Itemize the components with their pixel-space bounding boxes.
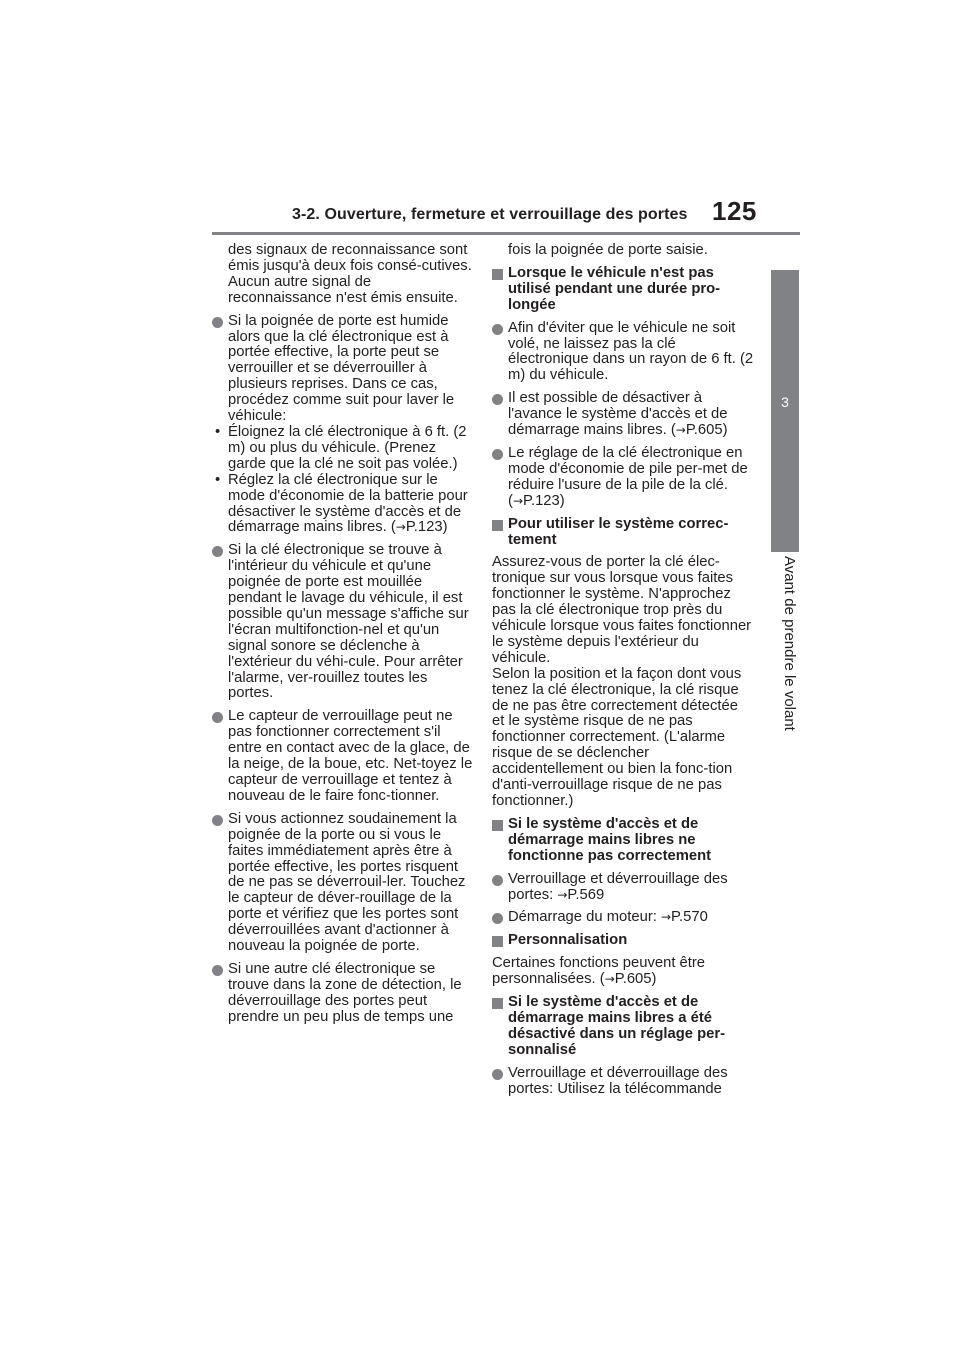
bullet-text: Démarrage du moteur: <box>508 909 661 926</box>
page-reference-link[interactable]: P.605) <box>614 971 657 988</box>
bullet-dot-icon <box>492 1069 503 1080</box>
page-reference-link[interactable]: P.605) <box>685 422 728 439</box>
bullet-dot-icon <box>492 324 503 335</box>
bullet-text: Si la clé électronique se trouve à l'intérieur du véhicule et qu'une poignée de porte est mouillée pendant le lavage du véhicule, il est possible qu'un message s'affiche sur l'écran multifonction-nel et qu'un signal sonore se déclenche à l'extérieur du véhi-cule. Pour arrêter l'alarme, ver-rouillez toutes les portes. <box>228 542 469 702</box>
body-text: Certaines fonctions peuvent être personnalisées. ( <box>492 955 706 988</box>
page-number: 125 <box>712 196 757 226</box>
bullet-text: Si vous actionnez soudainement la poignée de la porte ou si vous le faites immédiatement après être à portée effective, les portes risquent de ne pas se déverrouil-ler. Touchez le capteur de déver-rouillage de la porte et vérifiez que les portes sont déverrouillées avant d'actionner à nouveau la poignée de porte. <box>228 810 466 955</box>
bullet-item <box>492 1066 754 1098</box>
heading-square-icon <box>492 820 503 831</box>
heading-square-icon <box>492 998 503 1009</box>
bullet-item <box>492 446 754 510</box>
header-rule <box>212 232 800 235</box>
heading-text: Si le système d'accès et de démarrage mains libres a été désactivé dans un réglage per-sonnalisé <box>508 994 726 1058</box>
bullet-item <box>212 812 474 955</box>
bullet-item <box>492 872 754 904</box>
heading-square-icon <box>492 936 503 947</box>
bullet-dot-icon <box>492 875 503 886</box>
chapter-tab[interactable] <box>771 270 799 552</box>
bullet-item <box>492 910 754 926</box>
page-reference-link[interactable]: P.570 <box>671 909 708 926</box>
section-heading <box>492 933 754 949</box>
chapter-number: 3 <box>781 394 789 410</box>
sub-bullet-item <box>212 425 474 473</box>
bullet-dot-icon <box>212 317 223 328</box>
bullet-text: Si la poignée de porte est humide alors que la clé électronique est à portée effective, la porte peut se verrouiller et se déverrouiller à plusieurs reprises. Dans ce cas, procédez comme suit pour laver le véhicule: <box>228 312 455 425</box>
bullet-dot-icon <box>492 394 503 405</box>
section-heading <box>492 266 754 314</box>
left-column <box>212 243 474 1033</box>
sub-bullet-text: Éloignez la clé électronique à 6 ft. (2 m) ou plus du véhicule. (Prenez garde que la clé ne soit pas volée.) <box>228 423 467 472</box>
page-reference-link[interactable]: P.123) <box>523 492 565 509</box>
chapter-label-text: Avant de prendre le volant <box>781 556 798 731</box>
bullet-dot-icon <box>212 815 223 826</box>
arrow-icon: → <box>512 493 523 508</box>
bullet-dot-icon <box>492 913 503 924</box>
sub-bullet-icon: • <box>215 471 221 488</box>
bullet-item <box>212 962 474 1026</box>
bullet-text: Si une autre clé électronique se trouve dans la zone de détection, le déverrouillage des portes peut prendre un peu plus de temps une <box>228 960 462 1025</box>
arrow-icon: → <box>604 972 615 987</box>
bullet-dot-icon <box>212 712 223 723</box>
bullet-text: Verrouillage et déverrouillage des portes: <box>508 870 728 903</box>
bullet-dot-icon <box>492 449 503 460</box>
sub-bullet-text: Réglez la clé électronique sur le mode d'économie de la batterie pour désactiver le système d'accès et de démarrage mains libres. ( <box>228 471 468 536</box>
bullet-text: Verrouillage et déverrouillage des portes: Utilisez la télécommande <box>508 1064 728 1097</box>
heading-square-icon <box>492 269 503 280</box>
heading-square-icon <box>492 520 503 531</box>
bullet-text: Le capteur de verrouillage peut ne pas fonctionner correctement s'il entre en contact avec de la glace, de la neige, de la boue, etc. Net-toyez le capteur de verrouillage et tentez à nouveau de le faire fonc-tionner. <box>228 708 473 804</box>
bullet-item <box>212 709 474 804</box>
sub-bullet-icon: • <box>215 423 221 440</box>
body-paragraph <box>492 555 754 810</box>
right-column <box>492 243 754 1105</box>
arrow-icon: → <box>395 520 406 535</box>
chapter-label <box>780 556 802 766</box>
body-text: Assurez-vous de porter la clé élec-tronique sur vous lorsque vous faites fonctionner le système. N'approchez pas la clé électronique trop près du véhicule lorsque vous faites fonctionner le système depuis l'extérieur du véhicule. <box>492 554 752 666</box>
heading-text: Si le système d'accès et de démarrage mains libres ne fonctionne pas correctement <box>508 815 712 864</box>
bullet-item <box>212 314 474 537</box>
bullet-dot-icon <box>212 546 223 557</box>
sub-bullet-item <box>212 473 474 537</box>
body-paragraph <box>492 956 754 988</box>
bullet-item <box>492 321 754 385</box>
bullet-text: Afin d'éviter que le véhicule ne soit volé, ne laissez pas la clé électronique dans un rayon de 6 ft. (2 m) du véhicule. <box>508 319 754 384</box>
section-heading <box>492 817 754 865</box>
bullet-text: Il est possible de désactiver à l'avance le système d'accès et de démarrage mains libres. ( <box>508 390 728 439</box>
section-heading <box>492 995 754 1059</box>
page-reference-link[interactable]: P.123) <box>405 519 448 536</box>
arrow-icon: → <box>660 910 672 925</box>
continued-paragraph: des signaux de reconnaissance sont émis jusqu'à deux fois consé-cutives. Aucun autre signal de reconnaissance n'est émis ensuite. <box>228 242 472 306</box>
page-reference-link[interactable]: P.569 <box>567 886 605 903</box>
bullet-item <box>492 391 754 439</box>
heading-text: Personnalisation <box>508 932 628 949</box>
arrow-icon: → <box>675 423 686 438</box>
section-heading <box>492 517 754 549</box>
arrow-icon: → <box>557 887 568 902</box>
bullet-item <box>212 543 474 702</box>
continued-paragraph: fois la poignée de porte saisie. <box>508 242 708 258</box>
heading-text: Pour utiliser le système correc-tement <box>508 515 729 548</box>
section-title: 3-2. Ouverture, fermeture et verrouillage des portes <box>292 206 688 223</box>
heading-text: Lorsque le véhicule n'est pas utilisé pendant une durée pro-longée <box>508 264 721 313</box>
bullet-text: Le réglage de la clé électronique en mode d'économie de pile per-met de réduire l'usure de la pile de la clé. ( <box>508 444 748 509</box>
body-text: Selon la position et la façon dont vous tenez la clé électronique, la clé risque de ne pas être correctement détectée et le système risque de ne pas fonctionner correctement. (L'alarme risque de se déclencher accidentellement ou bien la fonc-tion d'anti-verrouillage risque de ne pas fonctionner.) <box>492 665 742 809</box>
bullet-dot-icon <box>212 965 223 976</box>
